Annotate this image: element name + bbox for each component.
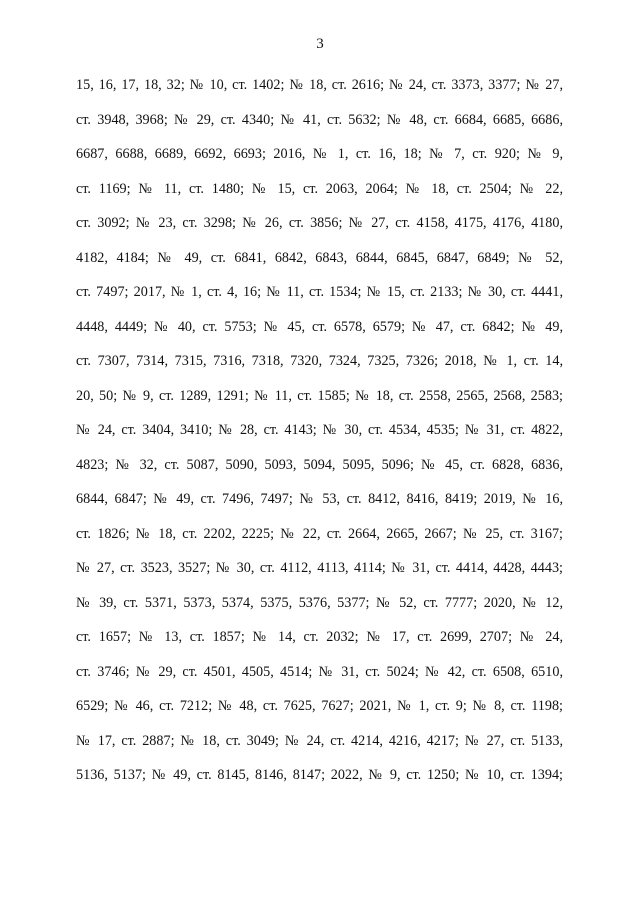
text-line: ст. 7497; 2017, № 1, ст. 4, 16; № 11, ст. 1534; № 15, ст. 2133; № 30, ст. 4441, xyxy=(76,284,563,300)
text-line: 6687, 6688, 6689, 6692, 6693; 2016, № 1, ст. 16, 18; № 7, ст. 920; № 9, xyxy=(76,146,563,162)
text-line: 5136, 5137; № 49, ст. 8145, 8146, 8147; 2022, № 9, ст. 1250; № 10, ст. 1394; xyxy=(76,767,563,783)
text-line: ст. 3092; № 23, ст. 3298; № 26, ст. 3856; № 27, ст. 4158, 4175, 4176, 4180, xyxy=(76,215,563,231)
text-line: № 39, ст. 5371, 5373, 5374, 5375, 5376, 5377; № 52, ст. 7777; 2020, № 12, xyxy=(76,594,563,611)
text-line: 4448, 4449; № 40, ст. 5753; № 45, ст. 6578, 6579; № 47, ст. 6842; № 49, xyxy=(76,318,563,335)
text-line: ст. 3948, 3968; № 29, ст. 4340; № 41, ст. 5632; № 48, ст. 6684, 6685, 6686, xyxy=(76,111,563,128)
body-text xyxy=(76,71,563,796)
text-line: ст. 7307, 7314, 7315, 7316, 7318, 7320, 7324, 7325, 7326; 2018, № 1, ст. 14, xyxy=(76,353,563,369)
text-line: ст. 3746; № 29, ст. 4501, 4505, 4514; № 31, ст. 5024; № 42, ст. 6508, 6510, xyxy=(76,663,563,680)
text-line: 4823; № 32, ст. 5087, 5090, 5093, 5094, 5095, 5096; № 45, ст. 6828, 6836, xyxy=(76,456,563,473)
text-line: № 17, ст. 2887; № 18, ст. 3049; № 24, ст. 4214, 4216, 4217; № 27, ст. 5133, xyxy=(76,732,563,749)
text-line: 6529; № 46, ст. 7212; № 48, ст. 7625, 7627; 2021, № 1, ст. 9; № 8, ст. 1198; xyxy=(76,698,563,714)
text-line: ст. 1169; № 11, ст. 1480; № 15, ст. 2063, 2064; № 18, ст. 2504; № 22, xyxy=(76,180,563,197)
text-line: № 27, ст. 3523, 3527; № 30, ст. 4112, 4113, 4114; № 31, ст. 4414, 4428, 4443; xyxy=(76,560,563,576)
text-line: 20, 50; № 9, ст. 1289, 1291; № 11, ст. 1585; № 18, ст. 2558, 2565, 2568, 2583; xyxy=(76,387,563,404)
text-line: № 24, ст. 3404, 3410; № 28, ст. 4143; № 30, ст. 4534, 4535; № 31, ст. 4822, xyxy=(76,422,563,438)
page-number: 3 xyxy=(316,36,324,52)
text-line: 4182, 4184; № 49, ст. 6841, 6842, 6843, 6844, 6845, 6847, 6849; № 52, xyxy=(76,249,563,266)
text-line: 6844, 6847; № 49, ст. 7496, 7497; № 53, ст. 8412, 8416, 8419; 2019, № 16, xyxy=(76,491,563,507)
text-line: ст. 1657; № 13, ст. 1857; № 14, ст. 2032; № 17, ст. 2699, 2707; № 24, xyxy=(76,629,563,645)
text-line: 15, 16, 17, 18, 32; № 10, ст. 1402; № 18, ст. 2616; № 24, ст. 3373, 3377; № 27, xyxy=(76,77,563,93)
text-line: ст. 1826; № 18, ст. 2202, 2225; № 22, ст. 2664, 2665, 2667; № 25, ст. 3167; xyxy=(76,525,563,542)
